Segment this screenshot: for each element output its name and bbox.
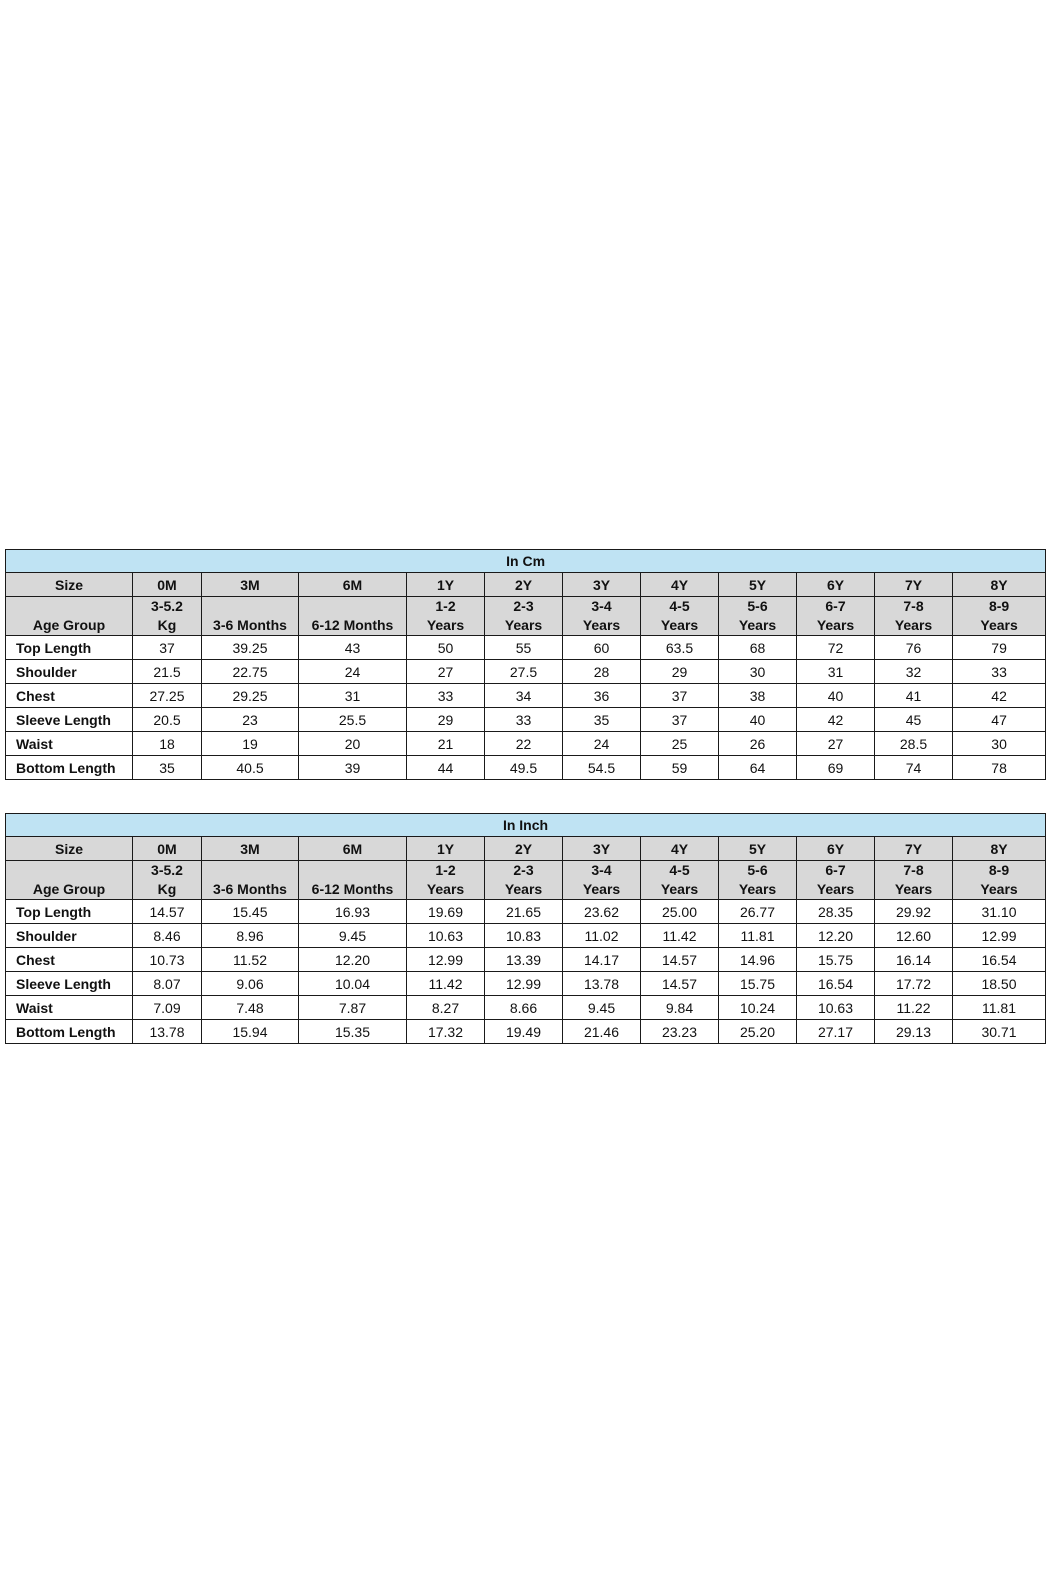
table-title: In Inch xyxy=(6,814,1046,837)
measurement-value: 12.20 xyxy=(797,924,875,948)
measurement-value: 27 xyxy=(797,732,875,756)
table-row xyxy=(6,972,1046,996)
measurement-value: 33 xyxy=(485,708,563,732)
measurement-value: 50 xyxy=(407,636,485,660)
measurement-value: 54.5 xyxy=(563,756,641,780)
size-header-cell: 3Y xyxy=(563,837,641,861)
size-header-row xyxy=(6,837,1046,861)
table-row xyxy=(6,732,1046,756)
measurement-value: 27.5 xyxy=(485,660,563,684)
age-group-line-2: 3-6 Months xyxy=(213,617,287,633)
measurement-value: 39 xyxy=(299,756,407,780)
measurement-value: 29.13 xyxy=(875,1020,953,1044)
measurement-value: 19 xyxy=(202,732,299,756)
table-title-row xyxy=(6,814,1046,837)
measurement-label: Bottom Length xyxy=(6,756,133,780)
measurement-value: 20 xyxy=(299,732,407,756)
measurement-value: 18 xyxy=(133,732,202,756)
age-group-cell xyxy=(875,861,953,900)
table-row xyxy=(6,948,1046,972)
table-row xyxy=(6,1020,1046,1044)
size-header-cell: 3M xyxy=(202,837,299,861)
measurement-label: Shoulder xyxy=(6,660,133,684)
age-group-line-1: 3-5.2 xyxy=(151,598,183,614)
size-header-cell: 5Y xyxy=(719,573,797,597)
measurement-value: 44 xyxy=(407,756,485,780)
measurement-value: 26 xyxy=(719,732,797,756)
size-header-cell: 0M xyxy=(133,573,202,597)
age-group-line-2: Kg xyxy=(157,617,177,633)
measurement-value: 79 xyxy=(953,636,1046,660)
measurement-value: 37 xyxy=(133,636,202,660)
measurement-value: 7.87 xyxy=(299,996,407,1020)
size-header-cell: 8Y xyxy=(953,837,1046,861)
measurement-value: 30 xyxy=(719,660,797,684)
age-group-cell xyxy=(563,861,641,900)
measurement-value: 15.75 xyxy=(797,948,875,972)
age-group-line-2: Years xyxy=(426,881,465,897)
age-group-line-1: 3-4 xyxy=(591,598,612,614)
measurement-value: 10.83 xyxy=(485,924,563,948)
measurement-value: 72 xyxy=(797,636,875,660)
measurement-value: 69 xyxy=(797,756,875,780)
age-group-line-2: Years xyxy=(738,881,777,897)
measurement-value: 17.72 xyxy=(875,972,953,996)
measurement-value: 28.35 xyxy=(797,900,875,924)
measurement-value: 15.45 xyxy=(202,900,299,924)
measurement-value: 11.81 xyxy=(719,924,797,948)
measurement-value: 9.84 xyxy=(641,996,719,1020)
measurement-value: 10.63 xyxy=(407,924,485,948)
measurement-value: 22 xyxy=(485,732,563,756)
age-group-cell xyxy=(407,597,485,636)
measurement-value: 40 xyxy=(719,708,797,732)
measurement-value: 12.20 xyxy=(299,948,407,972)
age-group-line-1: 3-5.2 xyxy=(151,862,183,878)
age-group-line-2: Kg xyxy=(157,881,177,897)
measurement-label: Waist xyxy=(6,996,133,1020)
measurement-label: Waist xyxy=(6,732,133,756)
age-group-cell xyxy=(133,597,202,636)
measurement-value: 25.00 xyxy=(641,900,719,924)
measurement-value: 8.46 xyxy=(133,924,202,948)
age-group-line-1: 5-6 xyxy=(747,862,768,878)
size-header-cell: 3Y xyxy=(563,573,641,597)
age-group-cell xyxy=(202,861,299,900)
age-group-line-2: 3-6 Months xyxy=(213,881,287,897)
age-group-line-2: Years xyxy=(980,617,1018,633)
measurement-value: 17.32 xyxy=(407,1020,485,1044)
measurement-value: 15.94 xyxy=(202,1020,299,1044)
age-group-line-2: Years xyxy=(894,617,933,633)
measurement-value: 27.25 xyxy=(133,684,202,708)
measurement-value: 12.60 xyxy=(875,924,953,948)
measurement-value: 49.5 xyxy=(485,756,563,780)
measurement-value: 27.17 xyxy=(797,1020,875,1044)
age-group-cell xyxy=(641,861,719,900)
age-group-line-2: Years xyxy=(980,881,1018,897)
measurement-value: 18.50 xyxy=(953,972,1046,996)
measurement-value: 74 xyxy=(875,756,953,780)
age-group-cell xyxy=(133,861,202,900)
measurement-label: Chest xyxy=(6,948,133,972)
measurement-value: 78 xyxy=(953,756,1046,780)
age-group-cell xyxy=(299,597,407,636)
age-group-line-2: Years xyxy=(426,617,465,633)
measurement-value: 9.06 xyxy=(202,972,299,996)
age-group-line-1: 4-5 xyxy=(669,598,690,614)
age-group-line-1: 6-7 xyxy=(825,598,846,614)
size-header-cell: 1Y xyxy=(407,837,485,861)
measurement-value: 11.52 xyxy=(202,948,299,972)
size-label: Size xyxy=(6,573,133,597)
measurement-value: 7.48 xyxy=(202,996,299,1020)
table-row xyxy=(6,636,1046,660)
measurement-value: 11.02 xyxy=(563,924,641,948)
age-group-line-2: Years xyxy=(504,617,543,633)
age-group-line-2: Years xyxy=(738,617,777,633)
measurement-value: 10.24 xyxy=(719,996,797,1020)
size-header-cell: 3M xyxy=(202,573,299,597)
age-group-line-2: Years xyxy=(660,881,699,897)
measurement-label: Top Length xyxy=(6,636,133,660)
measurement-value: 55 xyxy=(485,636,563,660)
age-group-label: Age Group xyxy=(6,861,133,900)
age-group-line-1: 8-9 xyxy=(988,862,1010,878)
measurement-value: 41 xyxy=(875,684,953,708)
measurement-label: Sleeve Length xyxy=(6,708,133,732)
measurement-value: 39.25 xyxy=(202,636,299,660)
age-group-cell xyxy=(641,597,719,636)
age-group-line-1: 4-5 xyxy=(669,862,690,878)
measurement-value: 30.71 xyxy=(953,1020,1046,1044)
measurement-value: 36 xyxy=(563,684,641,708)
measurement-value: 35 xyxy=(563,708,641,732)
measurement-value: 16.54 xyxy=(797,972,875,996)
age-group-line-1: 3-4 xyxy=(591,862,612,878)
measurement-value: 7.09 xyxy=(133,996,202,1020)
measurement-value: 9.45 xyxy=(299,924,407,948)
age-group-line-1: 2-3 xyxy=(513,862,534,878)
age-group-line-1: 2-3 xyxy=(513,598,534,614)
measurement-value: 13.78 xyxy=(563,972,641,996)
age-group-line-2: 6-12 Months xyxy=(311,881,394,897)
measurement-value: 10.73 xyxy=(133,948,202,972)
age-group-cell xyxy=(953,597,1046,636)
measurement-value: 33 xyxy=(953,660,1046,684)
size-header-cell: 4Y xyxy=(641,573,719,597)
measurement-value: 68 xyxy=(719,636,797,660)
measurement-value: 25.20 xyxy=(719,1020,797,1044)
measurement-value: 12.99 xyxy=(485,972,563,996)
size-header-cell: 6Y xyxy=(797,573,875,597)
measurement-value: 23.23 xyxy=(641,1020,719,1044)
measurement-label: Shoulder xyxy=(6,924,133,948)
size-chart-cm-body xyxy=(6,550,1046,780)
measurement-value: 8.96 xyxy=(202,924,299,948)
measurement-value: 40.5 xyxy=(202,756,299,780)
measurement-value: 8.27 xyxy=(407,996,485,1020)
measurement-value: 35 xyxy=(133,756,202,780)
size-header-cell: 0M xyxy=(133,837,202,861)
measurement-label: Chest xyxy=(6,684,133,708)
age-group-label: Age Group xyxy=(6,597,133,636)
measurement-value: 63.5 xyxy=(641,636,719,660)
measurement-value: 14.57 xyxy=(641,948,719,972)
age-group-line-2: 6-12 Months xyxy=(311,617,394,633)
age-group-line-2: Years xyxy=(504,881,543,897)
measurement-value: 11.42 xyxy=(407,972,485,996)
measurement-value: 40 xyxy=(797,684,875,708)
measurement-value: 11.81 xyxy=(953,996,1046,1020)
measurement-value: 14.57 xyxy=(133,900,202,924)
age-group-line-1: 1-2 xyxy=(435,598,456,614)
measurement-value: 64 xyxy=(719,756,797,780)
age-group-cell xyxy=(202,597,299,636)
measurement-value: 42 xyxy=(953,684,1046,708)
measurement-value: 23 xyxy=(202,708,299,732)
table-title: In Cm xyxy=(6,550,1046,573)
measurement-value: 29.92 xyxy=(875,900,953,924)
measurement-value: 31 xyxy=(797,660,875,684)
measurement-value: 37 xyxy=(641,684,719,708)
measurement-value: 24 xyxy=(563,732,641,756)
measurement-label: Sleeve Length xyxy=(6,972,133,996)
age-group-cell xyxy=(875,597,953,636)
measurement-value: 10.04 xyxy=(299,972,407,996)
measurement-value: 11.42 xyxy=(641,924,719,948)
size-chart-inch-body xyxy=(6,814,1046,1044)
measurement-value: 29 xyxy=(641,660,719,684)
table-row xyxy=(6,996,1046,1020)
measurement-value: 33 xyxy=(407,684,485,708)
age-group-cell xyxy=(299,861,407,900)
measurement-value: 15.35 xyxy=(299,1020,407,1044)
size-header-cell: 7Y xyxy=(875,837,953,861)
age-group-line-1: 7-8 xyxy=(903,598,924,614)
measurement-value: 38 xyxy=(719,684,797,708)
size-header-cell: 2Y xyxy=(485,837,563,861)
size-label: Size xyxy=(6,837,133,861)
measurement-value: 29 xyxy=(407,708,485,732)
table-row xyxy=(6,684,1046,708)
size-header-cell: 6M xyxy=(299,573,407,597)
measurement-value: 60 xyxy=(563,636,641,660)
size-header-cell: 2Y xyxy=(485,573,563,597)
size-header-cell: 6Y xyxy=(797,837,875,861)
size-header-cell: 8Y xyxy=(953,573,1046,597)
measurement-value: 25 xyxy=(641,732,719,756)
measurement-value: 8.66 xyxy=(485,996,563,1020)
measurement-value: 14.17 xyxy=(563,948,641,972)
measurement-value: 25.5 xyxy=(299,708,407,732)
table-title-row xyxy=(6,550,1046,573)
age-group-cell xyxy=(719,861,797,900)
measurement-label: Top Length xyxy=(6,900,133,924)
measurement-value: 21.65 xyxy=(485,900,563,924)
measurement-value: 30 xyxy=(953,732,1046,756)
age-group-row xyxy=(6,597,1046,636)
measurement-value: 45 xyxy=(875,708,953,732)
age-group-line-1: 8-9 xyxy=(988,598,1010,614)
size-header-cell: 4Y xyxy=(641,837,719,861)
age-group-cell xyxy=(407,861,485,900)
measurement-value: 26.77 xyxy=(719,900,797,924)
measurement-value: 37 xyxy=(641,708,719,732)
age-group-line-1: 5-6 xyxy=(747,598,768,614)
measurement-value: 9.45 xyxy=(563,996,641,1020)
measurement-value: 59 xyxy=(641,756,719,780)
measurement-value: 12.99 xyxy=(407,948,485,972)
age-group-cell xyxy=(485,861,563,900)
measurement-value: 19.49 xyxy=(485,1020,563,1044)
table-row xyxy=(6,900,1046,924)
measurement-value: 14.96 xyxy=(719,948,797,972)
measurement-value: 21 xyxy=(407,732,485,756)
measurement-value: 43 xyxy=(299,636,407,660)
age-group-line-2: Years xyxy=(582,881,621,897)
age-group-cell xyxy=(719,597,797,636)
age-group-cell xyxy=(563,597,641,636)
size-header-cell: 5Y xyxy=(719,837,797,861)
table-row xyxy=(6,756,1046,780)
measurement-value: 47 xyxy=(953,708,1046,732)
measurement-value: 16.93 xyxy=(299,900,407,924)
age-group-line-2: Years xyxy=(816,881,855,897)
size-header-cell: 6M xyxy=(299,837,407,861)
measurement-value: 20.5 xyxy=(133,708,202,732)
age-group-line-2: Years xyxy=(894,881,933,897)
measurement-value: 13.39 xyxy=(485,948,563,972)
table-row xyxy=(6,660,1046,684)
measurement-value: 10.63 xyxy=(797,996,875,1020)
age-group-line-2: Years xyxy=(816,617,855,633)
measurement-value: 19.69 xyxy=(407,900,485,924)
age-group-cell xyxy=(797,597,875,636)
measurement-value: 23.62 xyxy=(563,900,641,924)
measurement-value: 42 xyxy=(797,708,875,732)
table-row xyxy=(6,708,1046,732)
measurement-value: 27 xyxy=(407,660,485,684)
measurement-value: 32 xyxy=(875,660,953,684)
measurement-value: 31.10 xyxy=(953,900,1046,924)
measurement-value: 14.57 xyxy=(641,972,719,996)
measurement-value: 12.99 xyxy=(953,924,1046,948)
age-group-cell xyxy=(953,861,1046,900)
size-chart-cm-table xyxy=(5,549,1046,780)
table-row xyxy=(6,924,1046,948)
age-group-row xyxy=(6,861,1046,900)
measurement-value: 28 xyxy=(563,660,641,684)
measurement-value: 13.78 xyxy=(133,1020,202,1044)
measurement-value: 31 xyxy=(299,684,407,708)
age-group-cell xyxy=(797,861,875,900)
measurement-value: 28.5 xyxy=(875,732,953,756)
measurement-value: 76 xyxy=(875,636,953,660)
measurement-value: 16.54 xyxy=(953,948,1046,972)
size-chart-inch-table xyxy=(5,813,1046,1044)
age-group-line-1: 6-7 xyxy=(825,862,846,878)
measurement-label: Bottom Length xyxy=(6,1020,133,1044)
size-header-cell: 1Y xyxy=(407,573,485,597)
measurement-value: 8.07 xyxy=(133,972,202,996)
measurement-value: 21.5 xyxy=(133,660,202,684)
measurement-value: 34 xyxy=(485,684,563,708)
measurement-value: 29.25 xyxy=(202,684,299,708)
measurement-value: 11.22 xyxy=(875,996,953,1020)
size-header-cell: 7Y xyxy=(875,573,953,597)
measurement-value: 24 xyxy=(299,660,407,684)
age-group-line-1: 7-8 xyxy=(903,862,924,878)
age-group-line-1: 1-2 xyxy=(435,862,456,878)
size-header-row xyxy=(6,573,1046,597)
measurement-value: 16.14 xyxy=(875,948,953,972)
age-group-line-2: Years xyxy=(660,617,699,633)
age-group-line-2: Years xyxy=(582,617,621,633)
measurement-value: 15.75 xyxy=(719,972,797,996)
measurement-value: 22.75 xyxy=(202,660,299,684)
measurement-value: 21.46 xyxy=(563,1020,641,1044)
age-group-cell xyxy=(485,597,563,636)
